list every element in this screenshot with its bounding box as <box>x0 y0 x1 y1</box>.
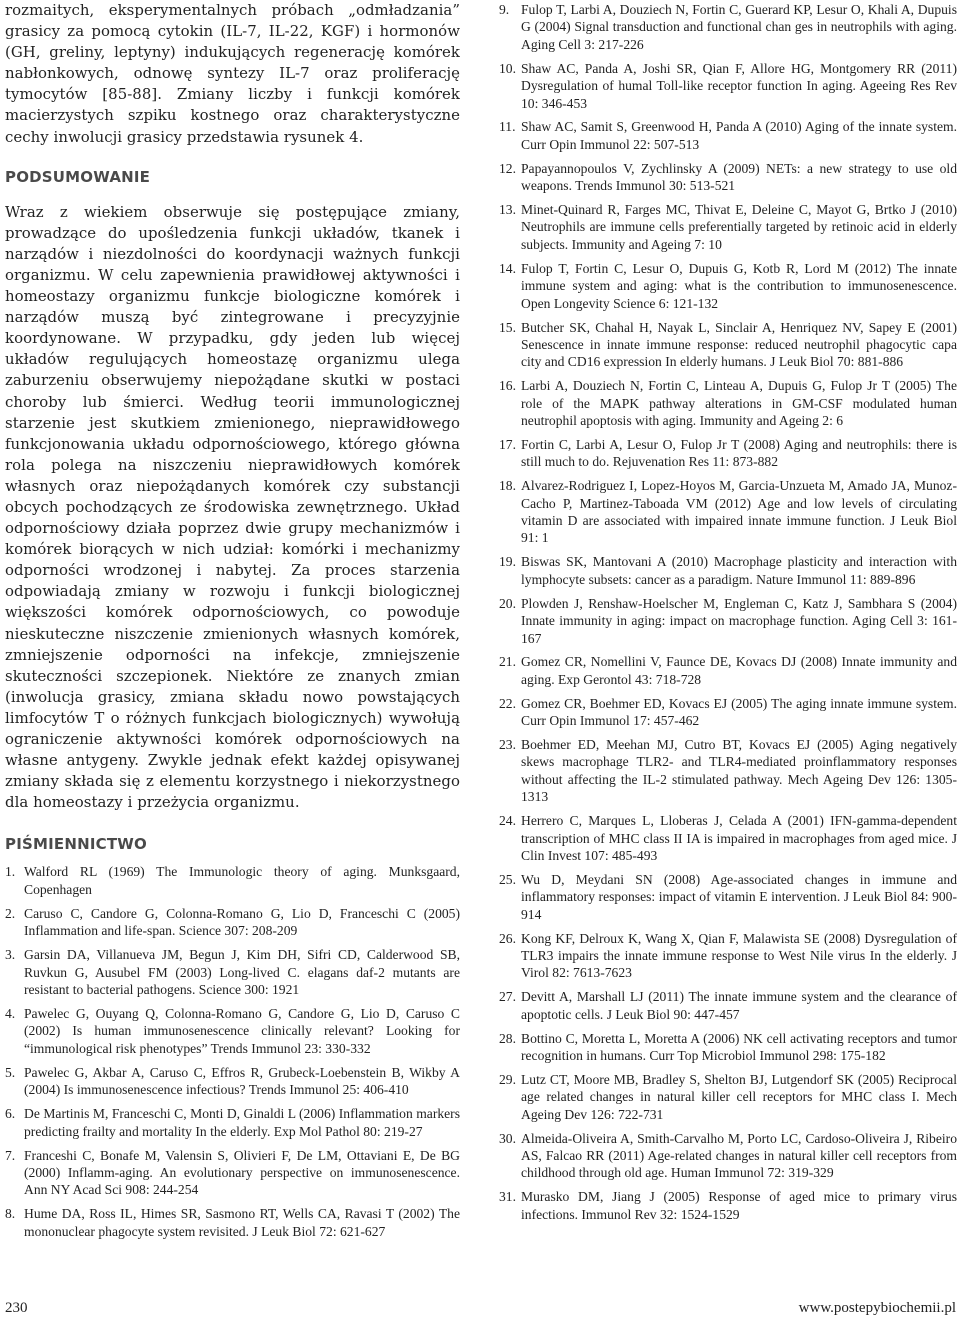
reference-number: 3. <box>5 947 16 963</box>
reference-number: 13. <box>499 202 516 218</box>
reference-item <box>499 260 957 312</box>
reference-text: Gomez CR, Nomellini V, Faunce DE, Kovacs DJ (2008) Innate immunity and aging. Exp Gerontol 43: 718-728 <box>521 654 957 687</box>
reference-text: Gomez CR, Boehmer ED, Kovacs EJ (2005) The aging innate immune system. Curr Opin Immunol 17: 457-462 <box>521 695 957 729</box>
reference-text: Lutz CT, Moore MB, Bradley S, Shelton BJ, Lutgendorf SK (2005) Reciprocal age related changes in natural killer cell receptors for MHC class I. Mech Ageing Dev 126: 722-731 <box>521 1071 957 1122</box>
reference-number: 1. <box>5 864 16 880</box>
reference-number: 21. <box>499 654 516 670</box>
reference-number: 14. <box>499 260 516 276</box>
reference-item <box>499 1030 957 1065</box>
reference-text: Fulop T, Fortin C, Lesur O, Dupuis G, Kotb R, Lord M (2012) The innate immune system and aging: what is the contribution to immunosenescence. Open Longevity Science 6: 121-132 <box>521 260 957 311</box>
reference-text: Murasko DM, Jiang J (2005) Response of aged mice to primary virus infections. Immunol Rev 32: 1524-1529 <box>521 1189 957 1222</box>
reference-text: Garsin DA, Villanueva JM, Begun J, Kim DH, Sifri CD, Calderwood SB, Ruvkun G, Ausubel FM (2003) Long-lived C. elagans daf-2 mutants are resistant to bacterial pathogens. Science 300: 1921 <box>24 947 460 997</box>
reference-item <box>499 1 957 53</box>
reference-number: 31. <box>499 1189 516 1205</box>
reference-item <box>499 319 957 371</box>
page-number: 230 <box>5 1300 28 1316</box>
journal-website: www.postepybiochemii.pl <box>798 1300 956 1316</box>
reference-number: 19. <box>499 554 516 570</box>
reference-number: 15. <box>499 319 516 335</box>
reference-text: Biswas SK, Mantovani A (2010) Macrophage plasticity and interaction with lymphocyte subsets: cancer as a paradigm. Nature Immunol 11: 889-896 <box>521 554 957 587</box>
references-list-left <box>5 863 460 1240</box>
reference-number: 28. <box>499 1030 516 1046</box>
reference-item <box>499 736 957 806</box>
reference-number: 7. <box>5 1147 16 1163</box>
reference-text: Alvarez-Rodriguez I, Lopez-Hoyos M, Garcia-Unzueta M, Amado JA, Munoz-Cacho P, Martinez-Taboada VM (2012) Age and low levels of circulating vitamin D are associated with impaired innate immune function. J Leuk Biol 91: 1 <box>521 478 957 546</box>
reference-text: Bottino C, Moretta L, Moretta A (2006) NK cell activating receptors and tumor recognition in humans. Curr Top Microbiol Immunol 298: 175-182 <box>521 1030 957 1064</box>
summary-paragraph: Wraz z wiekiem obserwuje się postępujące zmiany, prowadzące do upośledzenia funkcji układów, tkanek i narządów i niezdolności do koordynacji ważnych funkcji organizmu. W celu zapewnienia prawidłowej aktywności i homeostazy organizmu funkcje biologiczne komórek i narządów muszą być zintegrowane i precyzyjnie koordynowane. W przypadku, gdy jeden lub więcej układów regulujących homeostazę organizmu ulega zaburzeniu obserwujemy niepożądane skutki w postaci choroby lub śmierci. Według teorii immunologicznej starzenie jest skutkiem zmienionego, nieprawidłowego funkcjonowania układu odpornościowego, którego główna rola polega na niszczeniu nieprawidłowych komórek własnych oraz niepożądanych komórek czy substancji obcych pochodzących ze środowiska zewnętrznego. Układ odpornościowy działa poprzez dwie grupy mechanizmów i komórek biorących w nich udział: komórki i mechanizmy odporności wrodzonej i nabytej. Za proces starzenia odpowiadają zmiany w rozwoju i funkcji biologicznej większości komórek odpornościowych, co powoduje nieskuteczne niszczenie zmienionych własnych komórek, zmniejszenie odporności na infekcje, zmniejszenie skuteczności szczepionek. Niektóre ze znanych zmian (inwolucja grasicy, zmiana składu nowo powstających limfocytów T o różnych funkcjach biologicznych) wywołują ograniczenie aktywności komórek odpornościowych na własne antygeny. Zwykle jednak efekt każdej opisywanej zmiany składa się z elementu korzystnego i niekorzystnego dla homeostazy i przeżycia organizmu. <box>5 202 460 812</box>
reference-number: 27. <box>499 989 516 1005</box>
reference-number: 10. <box>499 60 516 76</box>
reference-text: Fulop T, Larbi A, Douziech N, Fortin C, Guerard KP, Lesur O, Khali A, Dupuis G (2004) Signal transduction and functional chan ges in neutrophils with aging. Aging Cell 3: 217-226 <box>521 2 957 52</box>
reference-number: 2. <box>5 905 16 921</box>
reference-number: 11. <box>499 119 516 135</box>
reference-text: Herrero C, Marques L, Lloberas J, Celada A (2001) IFN-gamma-dependent transcription of MHC class II IA is impaired in macrophages from aged mice. J Clin Invest 107: 485-493 <box>521 813 957 863</box>
reference-text: Minet-Quinard R, Farges MC, Thivat E, Deleine C, Mayot G, Brtko J (2010) Neutrophils are immune cells preferentially targeted by retinoic acid in elderly subjects. Immunity and Ageing 7: 10 <box>521 202 957 252</box>
reference-item <box>499 160 957 195</box>
reference-item <box>499 930 957 982</box>
reference-number: 26. <box>499 930 516 946</box>
reference-number: 24. <box>499 813 516 829</box>
reference-text: Shaw AC, Samit S, Greenwood H, Panda A (2010) Aging of the innate system. Curr Opin Immunol 22: 507-513 <box>521 119 957 152</box>
reference-text: Butcher SK, Chahal H, Nayak L, Sinclair A, Henriquez NV, Sapey E (2001) Senescence in innate immune response: reduced neutrophil phagocytic capa city and CD16 expression In elderly humans. J Leuk Biol 70: 881-886 <box>521 319 957 370</box>
reference-text: Devitt A, Marshall LJ (2011) The innate immune system and the clearance of apoptotic cells. J Leuk Biol 90: 447-457 <box>521 989 957 1022</box>
reference-item <box>499 1130 957 1182</box>
reference-item <box>499 477 957 547</box>
reference-text: Larbi A, Douziech N, Fortin C, Linteau A, Dupuis G, Fulop Jr T (2005) The role of the MAPK pathway alterations in GM-CSF modulated human neutrophil apoptosis with aging. Immunity and Ageing 2: 6 <box>521 378 957 429</box>
reference-item <box>5 1005 460 1057</box>
reference-number: 9. <box>499 2 510 17</box>
reference-item <box>5 905 460 940</box>
reference-number: 22. <box>499 695 516 711</box>
reference-text: Wu D, Meydani SN (2008) Age-associated changes in immune and inflammatory responses: impact of vitamin E intervention. J Leuk Biol 84: 900-914 <box>521 871 957 922</box>
reference-item <box>499 653 957 688</box>
reference-item <box>5 1205 460 1240</box>
reference-text: Hume DA, Ross IL, Himes SR, Sasmono RT, Wells CA, Ravasi T (2002) The mononuclear phagocyte system revisited. J Leuk Biol 72: 621-627 <box>24 1206 460 1239</box>
reference-number: 20. <box>499 595 516 611</box>
reference-item <box>499 812 957 864</box>
intro-paragraph: rozmaitych, eksperymentalnych próbach „odmładzania” grasicy za pomocą cytokin (IL-7, IL-22, KGF) i hormonów (GH, greliny, leptyny) indukujących regenerację komórek nabłonkowych, odnowę syntezy IL-7 oraz proliferację tymocytów [85-88]. Zmiany liczby i funkcji komórek macierzystych szpiku kostnego oraz charakterystyczne cechy inwolucji grasicy przedstawia rysunek 4. <box>5 1 460 146</box>
summary-heading: PODSUMOWANIE <box>5 167 151 186</box>
reference-item <box>5 1147 460 1199</box>
reference-number: 25. <box>499 871 516 887</box>
reference-text: Papayannopoulos V, Zychlinsky A (2009) NETs: a new strategy to use old weapons. Trends Immunol 30: 513-521 <box>521 160 957 194</box>
reference-text: Kong KF, Delroux K, Wang X, Qian F, Malawista SE (2008) Dysregulation of TLR3 impairs the innate immune response to West Nile virus In the elderly. J Virol 82: 7613-7623 <box>521 930 957 981</box>
reference-number: 17. <box>499 436 516 452</box>
reference-number: 23. <box>499 737 516 753</box>
reference-number: 12. <box>499 160 516 176</box>
reference-item <box>499 201 957 253</box>
reference-item <box>499 436 957 471</box>
reference-item <box>5 946 460 998</box>
reference-text: Pawelec G, Akbar A, Caruso C, Effros R, Grubeck-Loebenstein B, Wikby A (2004) Is immunosenescence infectious? Trends Immunol 25: 406-410 <box>24 1064 460 1098</box>
reference-item <box>499 553 957 588</box>
reference-item <box>5 1064 460 1099</box>
references-heading: PIŚMIENNICTWO <box>5 835 147 854</box>
reference-item <box>5 863 460 898</box>
reference-item <box>499 1071 957 1123</box>
reference-item <box>499 988 957 1023</box>
reference-item <box>499 377 957 429</box>
reference-item <box>499 871 957 923</box>
reference-item <box>499 595 957 647</box>
reference-text: Pawelec G, Ouyang Q, Colonna-Romano G, Candore G, Lio D, Caruso C (2002) Is human immunosenescence clinically relevant? Looking for “immunological risk phenotypes” Trends Immunol 23: 330-332 <box>24 1006 460 1056</box>
reference-text: Caruso C, Candore G, Colonna-Romano G, Lio D, Franceschi C (2005) Inflammation and life-span. Science 307: 208-209 <box>24 905 460 939</box>
reference-item <box>5 1105 460 1140</box>
reference-number: 29. <box>499 1071 516 1087</box>
reference-text: Fortin C, Larbi A, Lesur O, Fulop Jr T (2008) Aging and neutrophils: there is still much to do. Rejuvenation Res 11: 873-882 <box>521 436 957 470</box>
reference-number: 8. <box>5 1206 16 1222</box>
reference-number: 30. <box>499 1130 516 1146</box>
reference-number: 5. <box>5 1064 16 1080</box>
reference-text: Boehmer ED, Meehan MJ, Cutro BT, Kovacs EJ (2005) Aging negatively skews macrophage TLR2- and TLR4-mediated proinflammatory responses without affecting the IL-2 stimulated pathway. Mech Ageing Dev 126: 1305-1313 <box>521 737 957 805</box>
reference-item <box>499 60 957 112</box>
reference-item <box>499 695 957 730</box>
reference-item <box>499 118 957 153</box>
right-column <box>499 0 957 1230</box>
reference-text: De Martinis M, Franceschi C, Monti D, Ginaldi L (2006) Inflammation markers predicting frailty and mortality In the elderly. Exp Mol Pathol 80: 219-27 <box>24 1106 460 1139</box>
reference-number: 4. <box>5 1006 16 1021</box>
reference-number: 6. <box>5 1106 16 1122</box>
reference-number: 16. <box>499 378 516 394</box>
reference-text: Plowden J, Renshaw-Hoelscher M, Engleman C, Katz J, Sambhara S (2004) Innate immunity in aging: impact on macrophage function. Aging Cell 3: 161-167 <box>521 595 957 646</box>
reference-text: Shaw AC, Panda A, Joshi SR, Qian F, Allore HG, Montgomery RR (2011) Dysregulation of humal Toll-like receptor function In aging. Ageeing Res Rev 10: 346-453 <box>521 60 957 111</box>
reference-text: Walford RL (1969) The Immunologic theory of aging. Munksgaard, Copenhagen <box>24 864 460 897</box>
reference-text: Almeida-Oliveira A, Smith-Carvalho M, Porto LC, Cardoso-Oliveira J, Ribeiro AS, Falcao RR (2011) Age-related changes in natural killer cell receptors from childhood through old age. Human Immunol 72: 319-329 <box>521 1130 957 1181</box>
reference-number: 18. <box>499 478 516 494</box>
left-column <box>5 0 460 1247</box>
references-list-right <box>499 1 957 1223</box>
reference-text: Franceshi C, Bonafe M, Valensin S, Olivieri F, De LM, Ottaviani E, De BG (2000) Inflamm-aging. An evolutionary perspective on immunosenescence. Ann NY Acad Sci 908: 244-254 <box>24 1147 460 1198</box>
reference-item <box>499 1188 957 1223</box>
